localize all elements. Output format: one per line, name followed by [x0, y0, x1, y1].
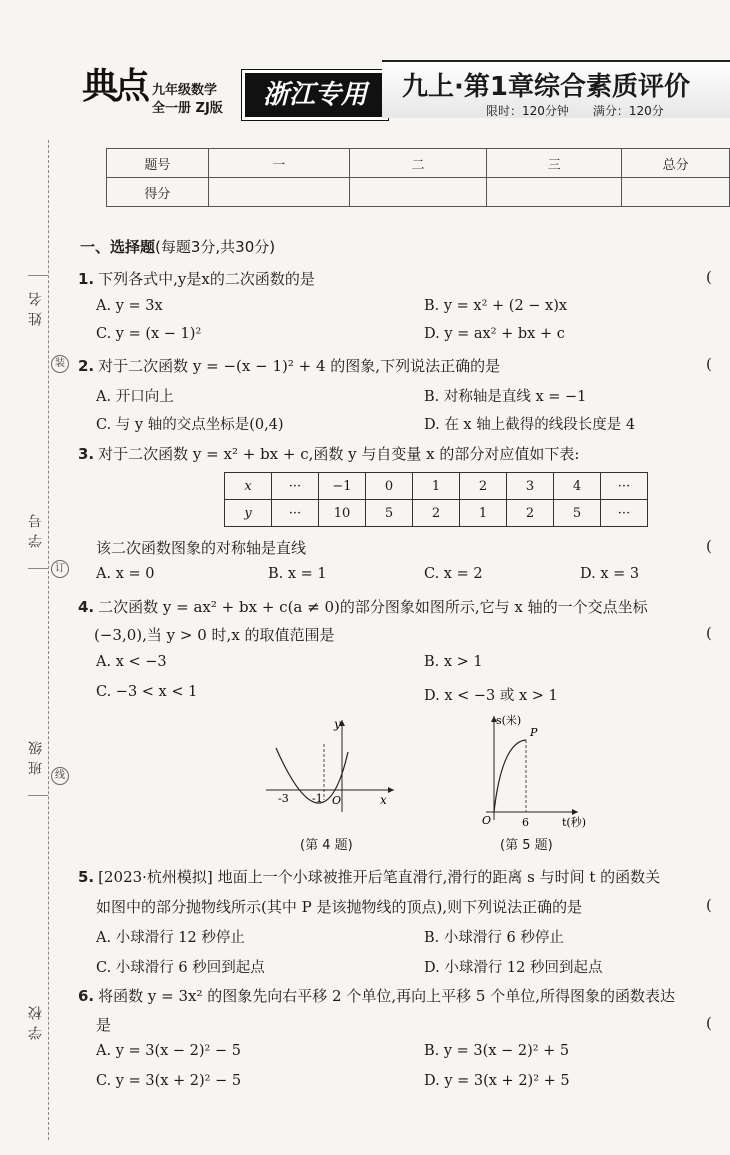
value-cell: 5 [554, 500, 601, 527]
parabola-arc [494, 740, 526, 812]
option-b[interactable]: B. 小球滑行 6 秒停止 [424, 930, 564, 946]
option-c[interactable]: C. x = 2 [424, 566, 483, 582]
zhuang-mark: 装 [51, 355, 69, 373]
answer-paren[interactable]: ( [706, 1014, 712, 1032]
name-label: 姓名 [28, 286, 44, 326]
value-cell: 2 [507, 500, 554, 527]
score-input-cell[interactable] [487, 178, 622, 207]
x-axis-arrow [388, 787, 394, 793]
question-text: 对于二次函数 y = x² + bx + c,函数 y 与自变量 x 的部分对应值如下表: [98, 445, 580, 463]
value-cell: y [225, 500, 272, 527]
question-number: 3. [78, 445, 95, 463]
grade-line-2: 全一册 ZJ版 [152, 101, 223, 116]
option-a[interactable]: A. x = 0 [96, 566, 155, 582]
question-3-stem: 该二次函数图象的对称轴是直线 [96, 539, 307, 557]
question-number: 6. [78, 987, 95, 1005]
score-input-cell[interactable] [622, 178, 730, 207]
question-3 [78, 443, 579, 464]
option-b[interactable]: B. x > 1 [424, 654, 483, 670]
option-c[interactable]: C. 小球滑行 6 秒回到起点 [96, 960, 265, 976]
question-1 [78, 268, 315, 289]
section-title [80, 236, 275, 257]
option-b[interactable]: B. x = 1 [268, 566, 327, 582]
answer-paren[interactable]: ( [706, 268, 712, 286]
option-d[interactable]: D. 小球滑行 12 秒回到起点 [424, 960, 603, 976]
question-5-line2: 如图中的部分抛物线所示(其中 P 是该抛物线的顶点),则下列说法正确的是 [96, 898, 583, 916]
grade-info [152, 82, 223, 118]
y-label: y [334, 717, 341, 731]
score-table-header-row [107, 149, 730, 178]
t-label: t(秒) [562, 816, 587, 828]
question-text: 将函数 y = 3x² 的图象先向右平移 2 个单位,再向上平移 5 个单位,所得图象的函数表达 [98, 987, 675, 1005]
class-label: 班级 [28, 735, 44, 775]
value-row-x [225, 473, 648, 500]
option-a[interactable]: A. y = 3(x − 2)² − 5 [96, 1043, 241, 1059]
question-number: 4. [78, 598, 95, 616]
score-input-cell[interactable] [349, 178, 486, 207]
question-number: 1. [78, 270, 95, 288]
option-b[interactable]: B. y = x² + (2 − x)x [424, 298, 568, 314]
class-underline [28, 795, 48, 796]
option-d[interactable]: D. 在 x 轴上截得的线段长度是 4 [424, 417, 636, 433]
question-6 [78, 985, 675, 1006]
value-cell: 3 [507, 473, 554, 500]
answer-paren[interactable]: ( [706, 624, 712, 642]
chapter-title: 九上·第1章综合素质评价 [402, 72, 690, 102]
header-banner [82, 60, 730, 120]
question-4 [78, 596, 648, 617]
xian-mark: 线 [51, 767, 69, 785]
value-cell: 1 [413, 473, 460, 500]
section-note: (每题3分,共30分) [155, 238, 276, 256]
number-label: 学号 [28, 508, 44, 548]
figure-5-caption: (第 5 题) [500, 838, 553, 853]
value-row-y [225, 500, 648, 527]
option-c[interactable]: C. y = (x − 1)² [96, 326, 202, 342]
score-cell: 总分 [622, 149, 730, 178]
s-label: s(米) [496, 714, 522, 727]
figure-4-caption: (第 4 题) [300, 838, 353, 853]
tick-6: 6 [522, 816, 529, 828]
option-d[interactable]: D. x = 3 [580, 566, 640, 582]
question-6-line2: 是 [96, 1016, 112, 1034]
province-badge: 浙江专用 [242, 70, 388, 120]
question-2 [78, 355, 500, 376]
score-cell: 一 [208, 149, 349, 178]
score-table [106, 148, 730, 207]
brand-logo: 典点 [82, 66, 147, 107]
option-b[interactable]: B. 对称轴是直线 x = −1 [424, 389, 587, 405]
answer-paren[interactable]: ( [706, 896, 712, 914]
option-a[interactable]: A. 开口向上 [96, 389, 174, 405]
value-cell: 1 [460, 500, 507, 527]
option-a[interactable]: A. y = 3x [96, 298, 163, 314]
score-cell: 三 [487, 149, 622, 178]
option-b[interactable]: B. y = 3(x − 2)² + 5 [424, 1043, 570, 1059]
value-cell: 5 [366, 500, 413, 527]
option-c[interactable]: C. 与 y 轴的交点坐标是(0,4) [96, 417, 284, 433]
answer-paren[interactable]: ( [706, 355, 712, 373]
value-cell: 4 [554, 473, 601, 500]
brand-block [82, 66, 232, 116]
value-cell: 2 [413, 500, 460, 527]
value-cell: ··· [272, 500, 319, 527]
vertex-p-label: P [530, 726, 538, 739]
value-cell: ··· [272, 473, 319, 500]
question-source-tag: [2023·杭州模拟] [98, 868, 213, 886]
origin-label: O [482, 814, 492, 827]
grade-line-1: 九年级数学 [152, 83, 218, 98]
score-input-cell[interactable] [208, 178, 349, 207]
name-underline [28, 275, 48, 276]
number-underline [28, 568, 48, 569]
answer-paren[interactable]: ( [706, 537, 712, 555]
value-cell: x [225, 473, 272, 500]
option-d[interactable]: D. y = ax² + bx + c [424, 326, 565, 342]
question-5 [78, 866, 660, 887]
question-text: 地面上一个小球被推开后笔直滑行,滑行的距离 s 与时间 t 的函数关 [217, 868, 661, 886]
question-4-line2: (−3,0),当 y > 0 时,x 的取值范围是 [94, 626, 335, 644]
value-cell: ··· [601, 473, 648, 500]
value-table [224, 472, 648, 527]
option-a[interactable]: A. x < −3 [96, 654, 167, 670]
score-table-score-row [107, 178, 730, 207]
ding-mark: 订 [51, 560, 69, 578]
question-text: 对于二次函数 y = −(x − 1)² + 4 的图象,下列说法正确的是 [98, 357, 501, 375]
option-d[interactable]: D. x < −3 或 x > 1 [424, 688, 558, 704]
question-number: 2. [78, 357, 95, 375]
value-cell: 10 [319, 500, 366, 527]
figure-4-graph [262, 716, 402, 816]
origin-label: O [332, 794, 342, 807]
option-a[interactable]: A. 小球滑行 12 秒停止 [96, 930, 245, 946]
score-cell: 题号 [107, 149, 209, 178]
option-c[interactable]: C. y = 3(x + 2)² − 5 [96, 1073, 242, 1089]
question-text: 下列各式中,y是x的二次函数的是 [98, 270, 315, 288]
score-cell: 二 [349, 149, 486, 178]
t-axis-arrow [572, 809, 578, 815]
question-text: 二次函数 y = ax² + bx + c(a ≠ 0)的部分图象如图所示,它与 x 轴的一个交点坐标 [98, 598, 648, 616]
tick-neg1: -1 [312, 792, 323, 805]
option-d[interactable]: D. y = 3(x + 2)² + 5 [424, 1073, 570, 1089]
time-score-limits: 限时：120分钟 满分：120分 [486, 104, 664, 118]
value-cell: 0 [366, 473, 413, 500]
value-cell: ··· [601, 500, 648, 527]
section-heading: 一、选择题 [80, 238, 156, 256]
value-cell: 2 [460, 473, 507, 500]
x-label: x [380, 793, 387, 807]
value-cell: −1 [319, 473, 366, 500]
option-c[interactable]: C. −3 < x < 1 [96, 684, 198, 700]
title-bar [382, 60, 730, 118]
figure-5-graph [474, 708, 594, 828]
question-number: 5. [78, 868, 95, 886]
score-row-label: 得分 [107, 178, 209, 207]
tick-neg3: -3 [278, 792, 289, 805]
binding-line [48, 140, 49, 1140]
school-label: 学校 [28, 1000, 44, 1040]
